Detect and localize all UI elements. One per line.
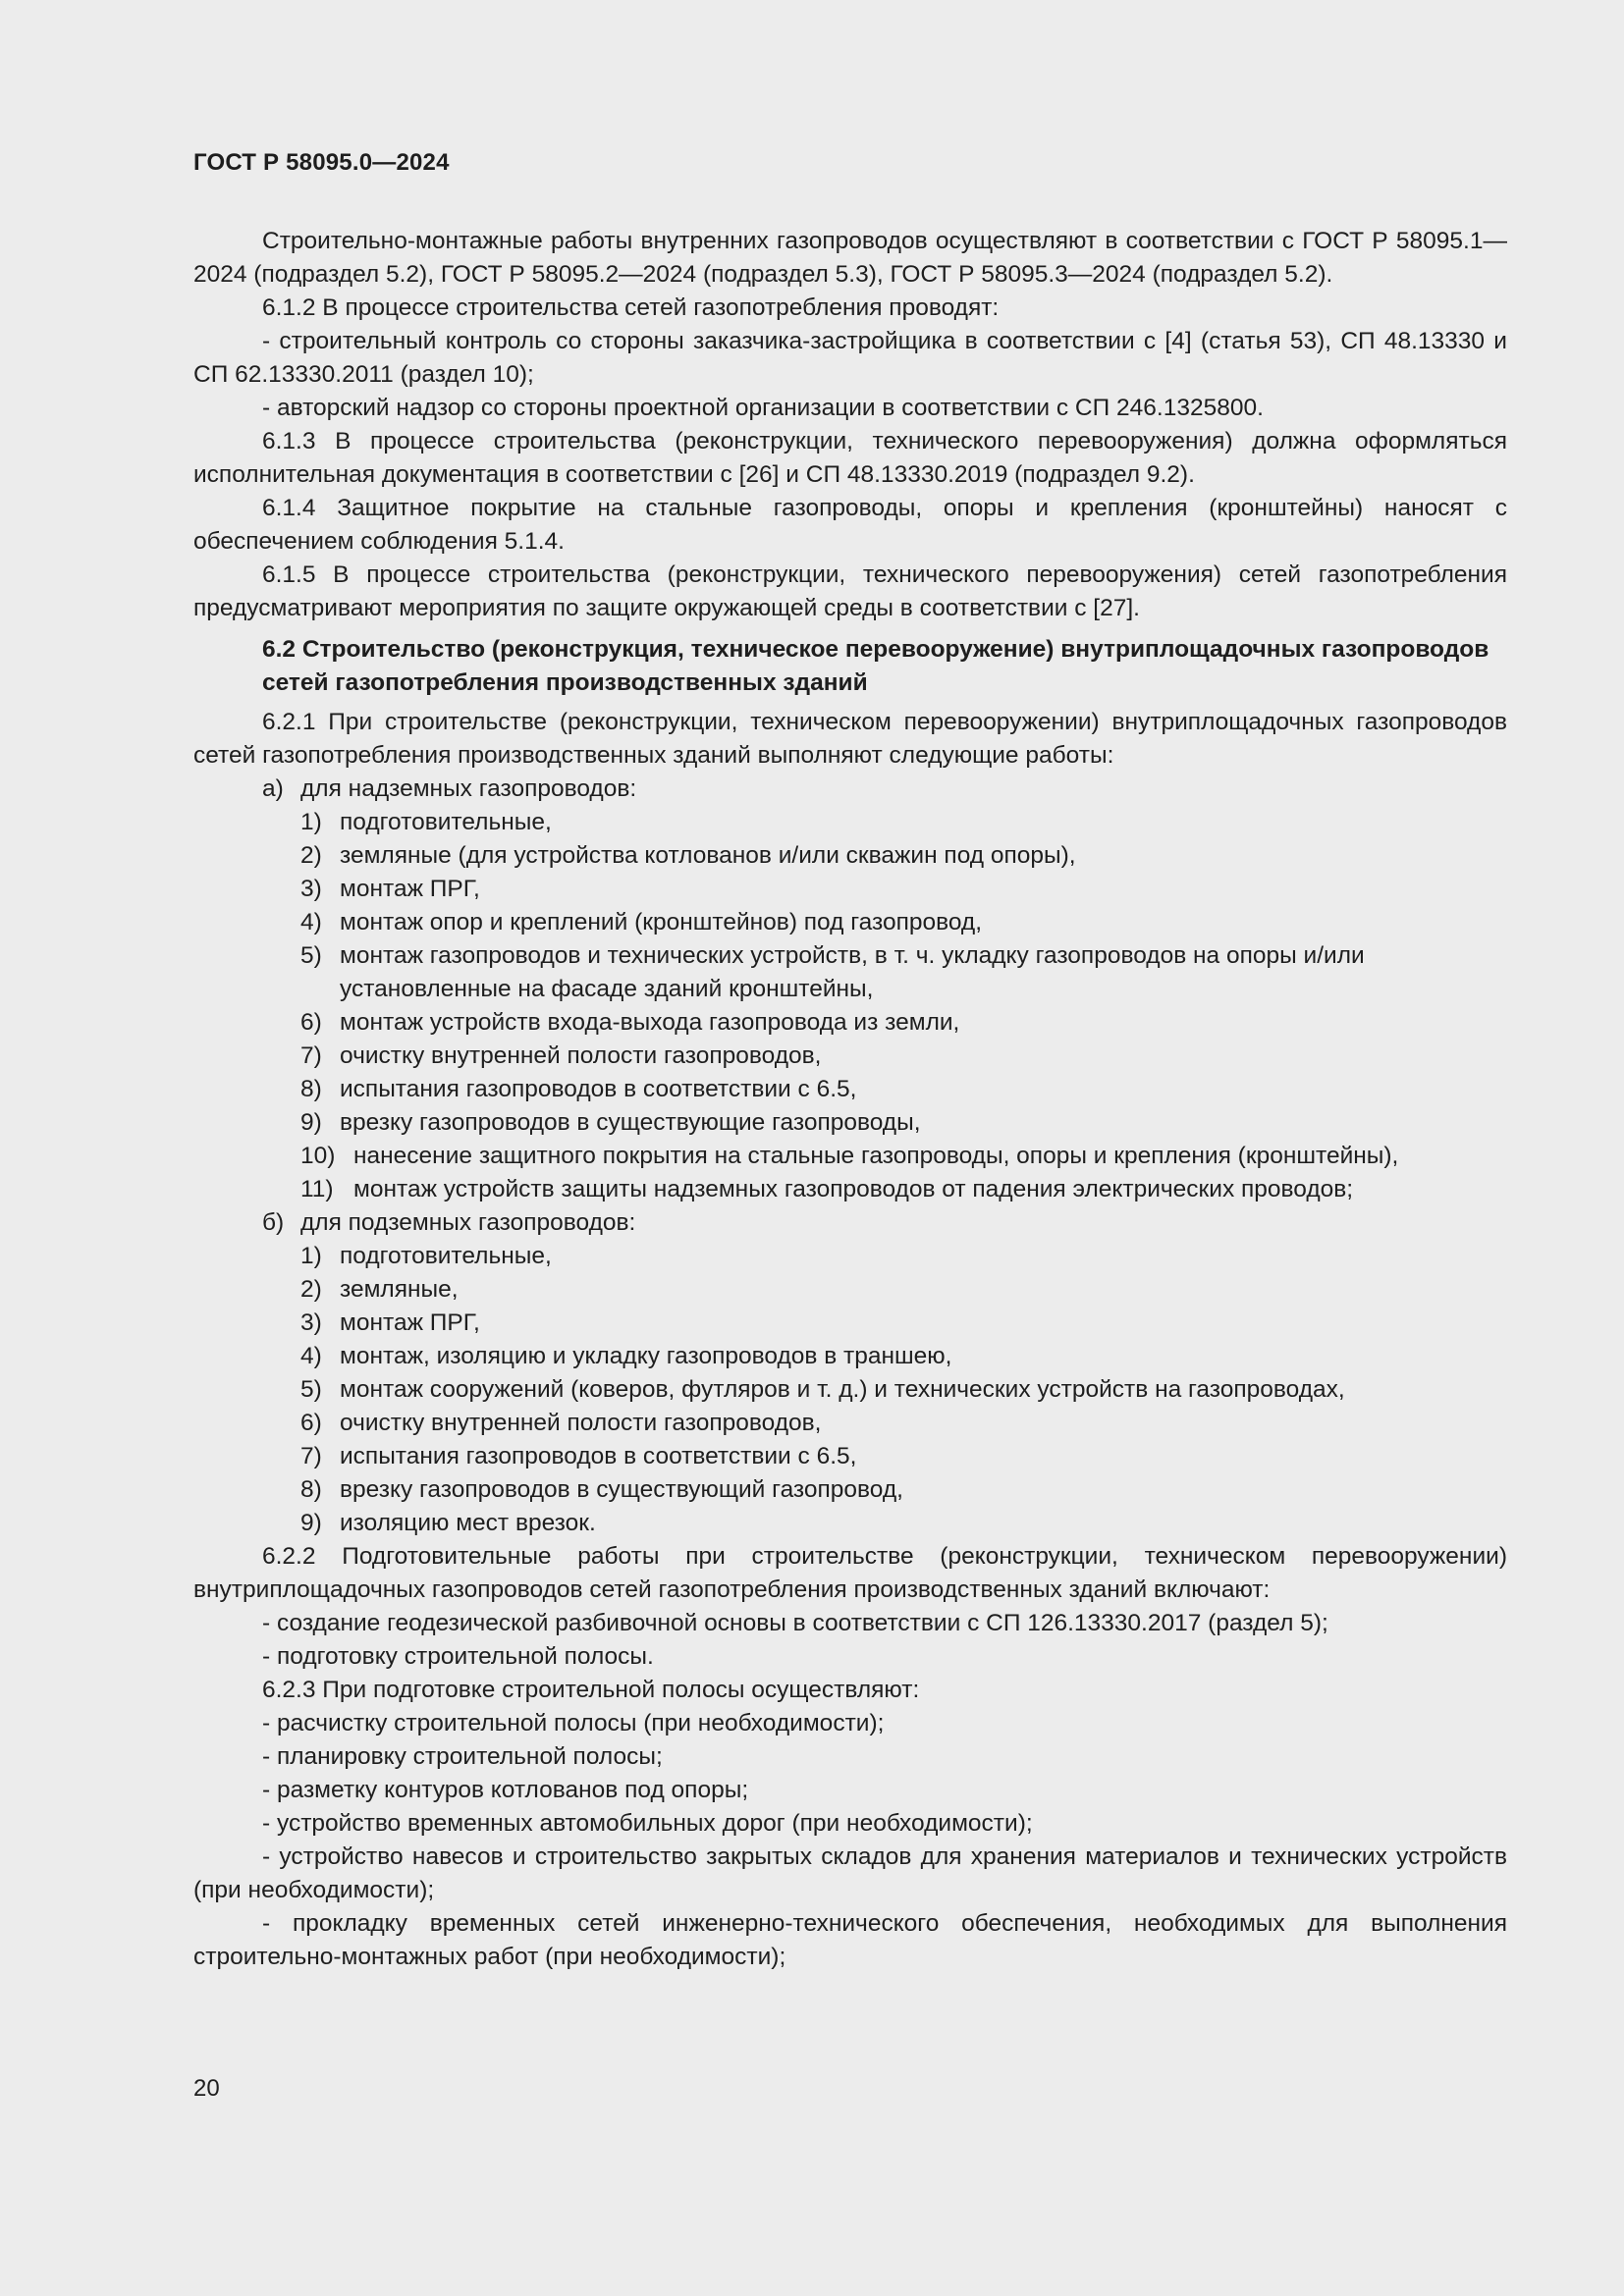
list-number: 4) — [300, 1343, 322, 1369]
paragraph-6-1-5: 6.1.5 В процессе строительства (реконструкции, технического перевооружения) сетей газопотребления предусматривают мероприятия по защите окружающей среды в соответствии с [27]. — [193, 561, 1507, 621]
document-header: ГОСТ Р 58095.0—2024 — [193, 149, 450, 176]
list-text: монтаж, изоляцию и укладку газопроводов в траншею, — [340, 1343, 952, 1369]
dash-item: - расчистку строительной полосы (при необходимости); — [262, 1710, 885, 1736]
list-text: испытания газопроводов в соответствии с 6.5, — [340, 1076, 857, 1102]
list-item — [193, 1073, 1507, 1106]
section-heading-6-2: 6.2 Строительство (реконструкция, техническое перевооружение) внутриплощадочных газопроводов сетей газопотребления производственных зданий — [262, 636, 1489, 696]
list-item — [193, 1407, 1507, 1440]
list-item — [193, 939, 1507, 1006]
list-text: нанесение защитного покрытия на стальные газопроводы, опоры и крепления (кронштейны), — [353, 1143, 1399, 1169]
dash-item: - прокладку временных сетей инженерно-технического обеспечения, необходимых для выполнения строительно-монтажных работ (при необходимости); — [193, 1910, 1507, 1970]
list-b-header — [193, 1206, 1507, 1240]
dash-item: - планировку строительной полосы; — [262, 1743, 663, 1770]
list-item — [193, 1473, 1507, 1507]
list-item — [193, 839, 1507, 873]
list-number: 10) — [300, 1143, 336, 1169]
list-text: монтаж ПРГ, — [340, 1309, 480, 1336]
dash-item: - устройство временных автомобильных дорог (при необходимости); — [262, 1810, 1033, 1837]
dash-item: - разметку контуров котлованов под опоры; — [262, 1777, 749, 1803]
list-text: монтаж газопроводов и технических устройств, в т. ч. укладку газопроводов на опоры и/или установленные на фасаде зданий кронштейны, — [340, 942, 1365, 1002]
list-text: изоляцию мест врезок. — [340, 1510, 596, 1536]
page-number: 20 — [193, 2075, 220, 2102]
list-text: земляные (для устройства котлованов и/или скважин под опоры), — [340, 842, 1076, 869]
list-number: 7) — [300, 1042, 322, 1069]
list-number: 11) — [300, 1176, 334, 1202]
dash-item: - создание геодезической разбивочной основы в соответствии с СП 126.13330.2017 (раздел 5); — [262, 1610, 1328, 1636]
list-item — [193, 1140, 1507, 1173]
list-item — [193, 1173, 1507, 1206]
list-number: 9) — [300, 1510, 322, 1536]
list-text: испытания газопроводов в соответствии с 6.5, — [340, 1443, 857, 1469]
dash-item: - авторский надзор со стороны проектной организации в соответствии с СП 246.1325800. — [262, 395, 1264, 421]
list-item — [193, 806, 1507, 839]
paragraph-6-1-4: 6.1.4 Защитное покрытие на стальные газопроводы, опоры и крепления (кронштейны) наносят с обеспечением соблюдения 5.1.4. — [193, 495, 1507, 555]
list-item — [193, 1440, 1507, 1473]
list-number: 6) — [300, 1009, 322, 1036]
list-text: монтаж сооружений (коверов, футляров и т. д.) и технических устройств на газопроводах, — [340, 1376, 1345, 1403]
list-text: монтаж устройств входа-выхода газопровода из земли, — [340, 1009, 960, 1036]
list-number: 7) — [300, 1443, 322, 1469]
list-item — [193, 1373, 1507, 1407]
list-number: 8) — [300, 1076, 322, 1102]
list-text: монтаж устройств защиты надземных газопроводов от падения электрических проводов; — [353, 1176, 1354, 1202]
list-text: монтаж опор и креплений (кронштейнов) под газопровод, — [340, 909, 983, 935]
list-item — [193, 1273, 1507, 1307]
list-item — [193, 1240, 1507, 1273]
list-text: очистку внутренней полости газопроводов, — [340, 1410, 822, 1436]
list-item — [193, 1006, 1507, 1040]
list-item — [193, 1507, 1507, 1540]
paragraph-6-1-3: 6.1.3 В процессе строительства (реконструкции, технического перевооружения) должна оформляться исполнительная документация в соответствии с [26] и СП 48.13330.2019 (подраздел 9.2). — [193, 428, 1507, 488]
paragraph-6-1-2: 6.1.2 В процессе строительства сетей газопотребления проводят: — [262, 294, 1000, 321]
list-text: очистку внутренней полости газопроводов, — [340, 1042, 822, 1069]
dash-item: - строительный контроль со стороны заказчика-застройщика в соответствии с [4] (статья 53), СП 48.13330 и СП 62.13330.2011 (раздел 10); — [193, 328, 1507, 388]
list-text: врезку газопроводов в существующие газопроводы, — [340, 1109, 921, 1136]
list-label: для подземных газопроводов: — [300, 1209, 636, 1236]
list-text: земляные, — [340, 1276, 459, 1303]
dash-item: - подготовку строительной полосы. — [262, 1643, 654, 1670]
list-a-header — [193, 773, 1507, 806]
paragraph-6-2-2: 6.2.2 Подготовительные работы при строительстве (реконструкции, техническом перевооружении) внутриплощадочных газопроводов сетей газопотребления производственных зданий включают: — [193, 1543, 1507, 1603]
list-text: подготовительные, — [340, 1243, 552, 1269]
list-number: 6) — [300, 1410, 322, 1436]
list-number: 5) — [300, 942, 322, 969]
list-marker: б) — [262, 1209, 285, 1236]
paragraph-intro: Строительно-монтажные работы внутренних газопроводов осуществляют в соответствии с ГОСТ Р 58095.1—2024 (подраздел 5.2), ГОСТ Р 58095.2—2024 (подраздел 5.3), ГОСТ Р 58095.3—2024 (подраздел 5.2). — [193, 228, 1507, 288]
list-text: монтаж ПРГ, — [340, 876, 480, 902]
dash-item: - устройство навесов и строительство закрытых складов для хранения материалов и технических устройств (при необходимости); — [193, 1843, 1507, 1903]
list-text: врезку газопроводов в существующий газопровод, — [340, 1476, 903, 1503]
list-number: 2) — [300, 842, 322, 869]
list-number: 3) — [300, 1309, 322, 1336]
list-marker: а) — [262, 775, 284, 802]
list-number: 9) — [300, 1109, 322, 1136]
paragraph-6-2-1: 6.2.1 При строительстве (реконструкции, техническом перевооружении) внутриплощадочных газопроводов сетей газопотребления производственных зданий выполняют следующие работы: — [193, 709, 1507, 769]
list-number: 2) — [300, 1276, 322, 1303]
list-number: 8) — [300, 1476, 322, 1503]
list-number: 1) — [300, 1243, 322, 1269]
document-body — [193, 225, 1507, 1974]
list-item — [193, 1040, 1507, 1073]
list-item — [193, 1307, 1507, 1340]
list-item — [193, 906, 1507, 939]
list-number: 1) — [300, 809, 322, 835]
list-text: подготовительные, — [340, 809, 552, 835]
paragraph-6-2-3: 6.2.3 При подготовке строительной полосы осуществляют: — [262, 1677, 920, 1703]
list-item — [193, 1340, 1507, 1373]
list-item — [193, 1106, 1507, 1140]
list-label: для надземных газопроводов: — [300, 775, 637, 802]
list-number: 5) — [300, 1376, 322, 1403]
list-number: 3) — [300, 876, 322, 902]
list-item — [193, 873, 1507, 906]
list-number: 4) — [300, 909, 322, 935]
